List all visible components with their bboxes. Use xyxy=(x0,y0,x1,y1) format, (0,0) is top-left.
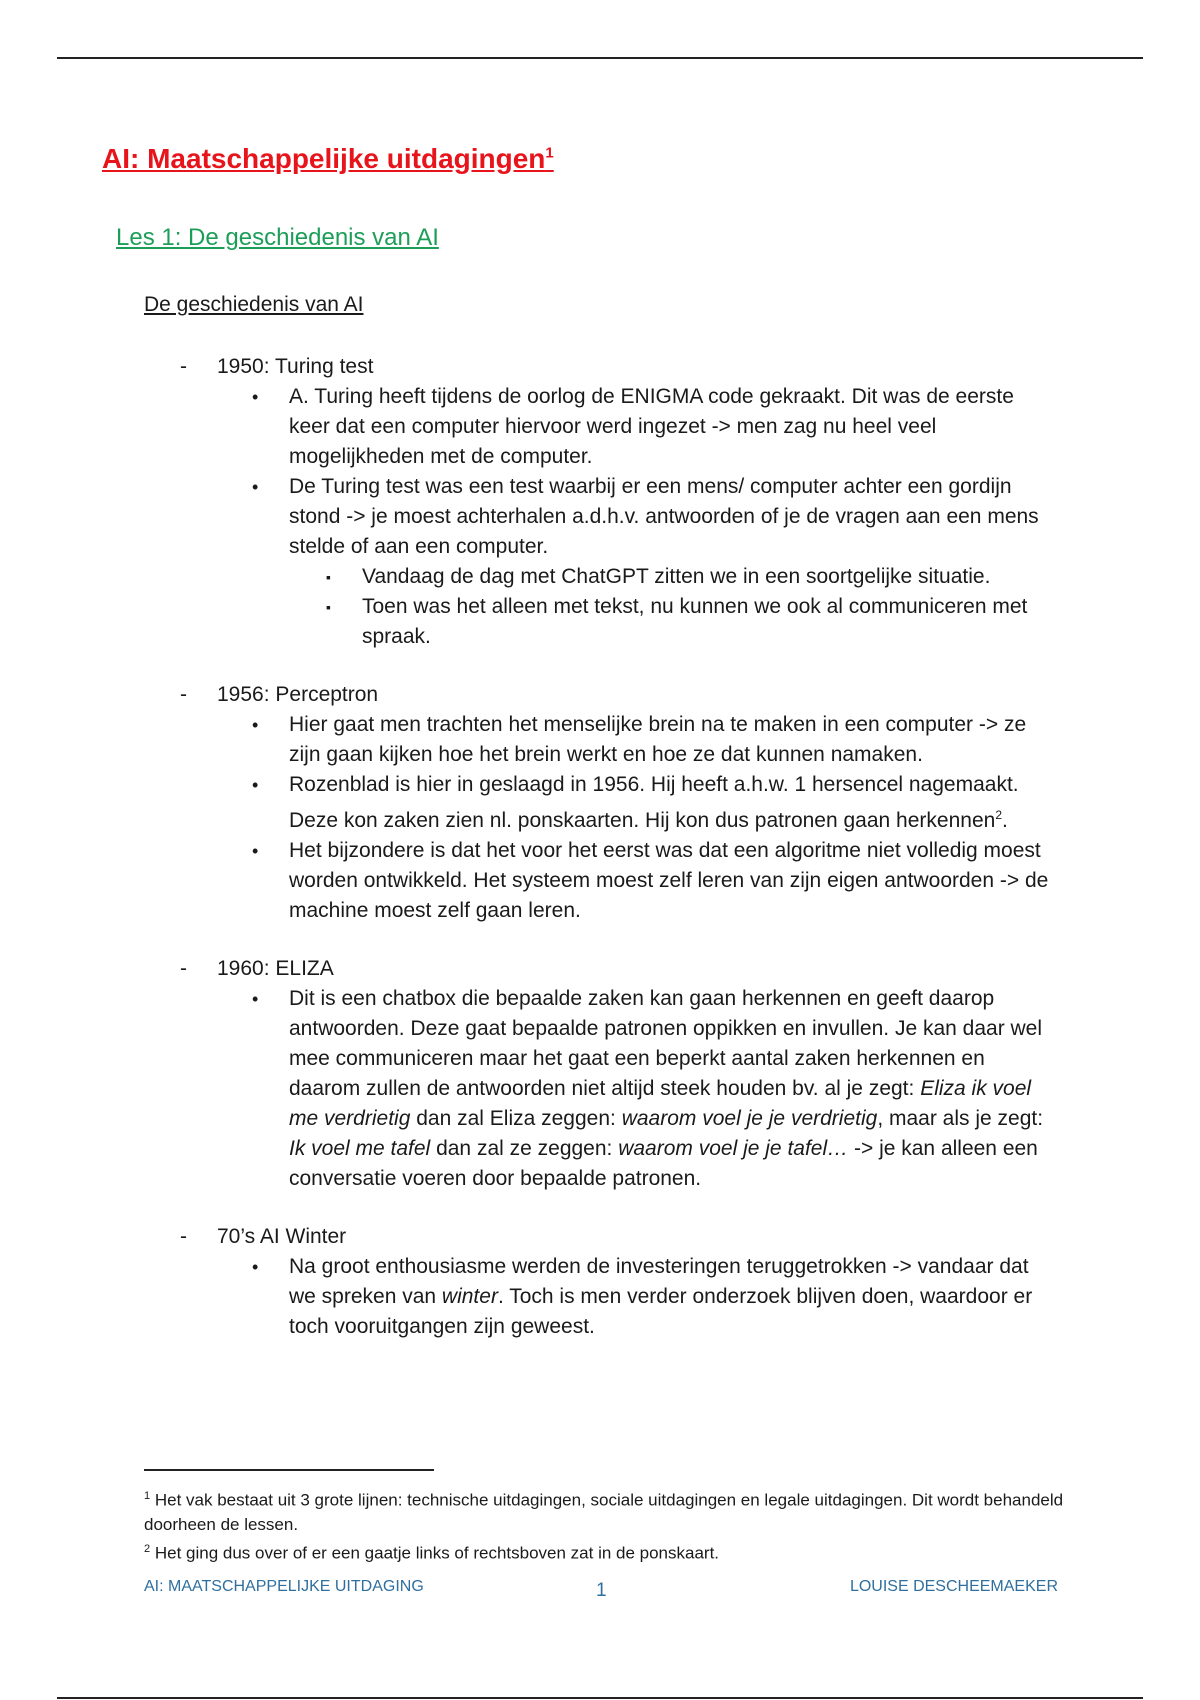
lesson-heading: Les 1: De geschiedenis van AI xyxy=(116,224,439,251)
dash-marker: - xyxy=(180,957,187,980)
section-eliza xyxy=(0,954,1200,1194)
section-heading: 70’s AI Winter xyxy=(217,1225,347,1248)
bullet-icon: • xyxy=(252,387,259,407)
section-turing xyxy=(0,352,1200,652)
list-item: • Dit is een chatbox die bepaalde zaken kan gaan herkennen en geeft daarop antwoorden. Deze gaat bepaalde patronen oppikken en invullen. Je kan daar wel mee communiceren maar het gaat een beperkt aantal zaken herkennen en daarom zullen de antwoorden niet altijd steek houden bv. al je zegt: Eliza ik voel me verdrietig dan zal Eliza zeggen: waarom voel je je verdrietig, maar als je zegt: Ik voel me tafel dan zal ze zeggen: waarom voel je je tafel… -> je kan alleen een conversatie voeren door bepaalde patronen. xyxy=(0,984,1051,1194)
bullet-icon: • xyxy=(252,989,259,1009)
footnote: $^2$ Het ging dus over of er een gaatje links of rechtsboven zat in de ponskaart. xyxy=(144,1542,720,1563)
square-bullet-icon: ▪ xyxy=(326,599,331,615)
section-subheading: De geschiedenis van AI xyxy=(144,293,364,316)
bullet-icon: • xyxy=(252,841,259,861)
footnote-separator xyxy=(144,1469,434,1471)
section-heading: 1950: Turing test xyxy=(217,355,374,378)
bullet-icon: • xyxy=(252,715,259,735)
section-heading: 1956: Perceptron xyxy=(217,683,379,706)
section-perceptron xyxy=(0,680,1200,926)
bottom-rule xyxy=(57,1697,1143,1699)
section-heading: 1960: ELIZA xyxy=(217,957,334,980)
footer-course-title: AI: MAATSCHAPPELIJKE UITDAGING xyxy=(144,1578,424,1595)
page-number: 1 xyxy=(596,1580,607,1601)
sub-list-item: ▪ Toen was het alleen met tekst, nu kunnen we ook al communiceren met spraak. xyxy=(0,592,1062,652)
footnote-ref-2: 2 xyxy=(995,808,1002,822)
list-item: • De Turing test was een test waarbij er een mens/ computer achter een gordijn stond -> je moest achterhalen a.d.h.v. antwoorden of je de vragen aan een mens stelde of aan een computer. xyxy=(0,472,1051,562)
dash-marker: - xyxy=(180,1225,187,1248)
list-item: • A. Turing heeft tijdens de oorlog de ENIGMA code gekraakt. Dit was de eerste keer dat een computer hiervoor werd ingezet -> men zag nu heel veel mogelijkheden met de computer. xyxy=(0,382,1051,472)
bullet-icon: • xyxy=(252,1257,259,1277)
footnotes xyxy=(144,1484,1064,1565)
section-ai-winter xyxy=(0,1222,1200,1342)
bullet-icon: • xyxy=(252,775,259,795)
footnote-ref-1: 1 xyxy=(545,144,554,162)
dash-marker: - xyxy=(180,355,187,378)
square-bullet-icon: ▪ xyxy=(326,569,331,585)
document-body xyxy=(0,352,1200,1370)
bullet-icon: • xyxy=(252,477,259,497)
list-item: • Het bijzondere is dat het voor het eerst was dat een algoritme niet volledig moest worden ontwikkeld. Het systeem moest zelf leren van zijn eigen antwoorden -> de machine moest zelf gaan leren. xyxy=(0,836,1051,926)
top-rule xyxy=(57,57,1143,59)
list-item: • Hier gaat men trachten het menselijke brein na te maken in een computer -> ze zijn gaan kijken hoe het brein werkt en hoe ze dat kunnen namaken. xyxy=(0,710,1051,770)
sub-list-item: ▪ Vandaag de dag met ChatGPT zitten we in een soortgelijke situatie. xyxy=(0,562,1062,592)
list-item: • Rozenblad is hier in geslaagd in 1956. Hij heeft a.h.w. 1 hersencel nagemaakt. Deze kon zaken zien nl. ponskaarten. Hij kon dus patronen gaan herkennen$^2$. xyxy=(0,770,1051,836)
document-title: AI: Maatschappelijke uitdagingen$^1$ xyxy=(102,143,554,174)
footer-author: LOUISE DESCHEEMAEKER xyxy=(849,1578,1058,1595)
dash-marker: - xyxy=(180,683,187,706)
list-item: • Na groot enthousiasme werden de investeringen teruggetrokken -> vandaar dat we spreken van winter. Toch is men verder onderzoek blijven doen, waardoor er toch vooruitgangen zijn geweest. xyxy=(0,1252,1051,1342)
footnote: $^1$ Het vak bestaat uit 3 grote lijnen: technische uitdagingen, sociale uitdagingen en legale uitdagingen. Dit wordt behandeld doorheen de lessen. xyxy=(144,1490,1064,1534)
